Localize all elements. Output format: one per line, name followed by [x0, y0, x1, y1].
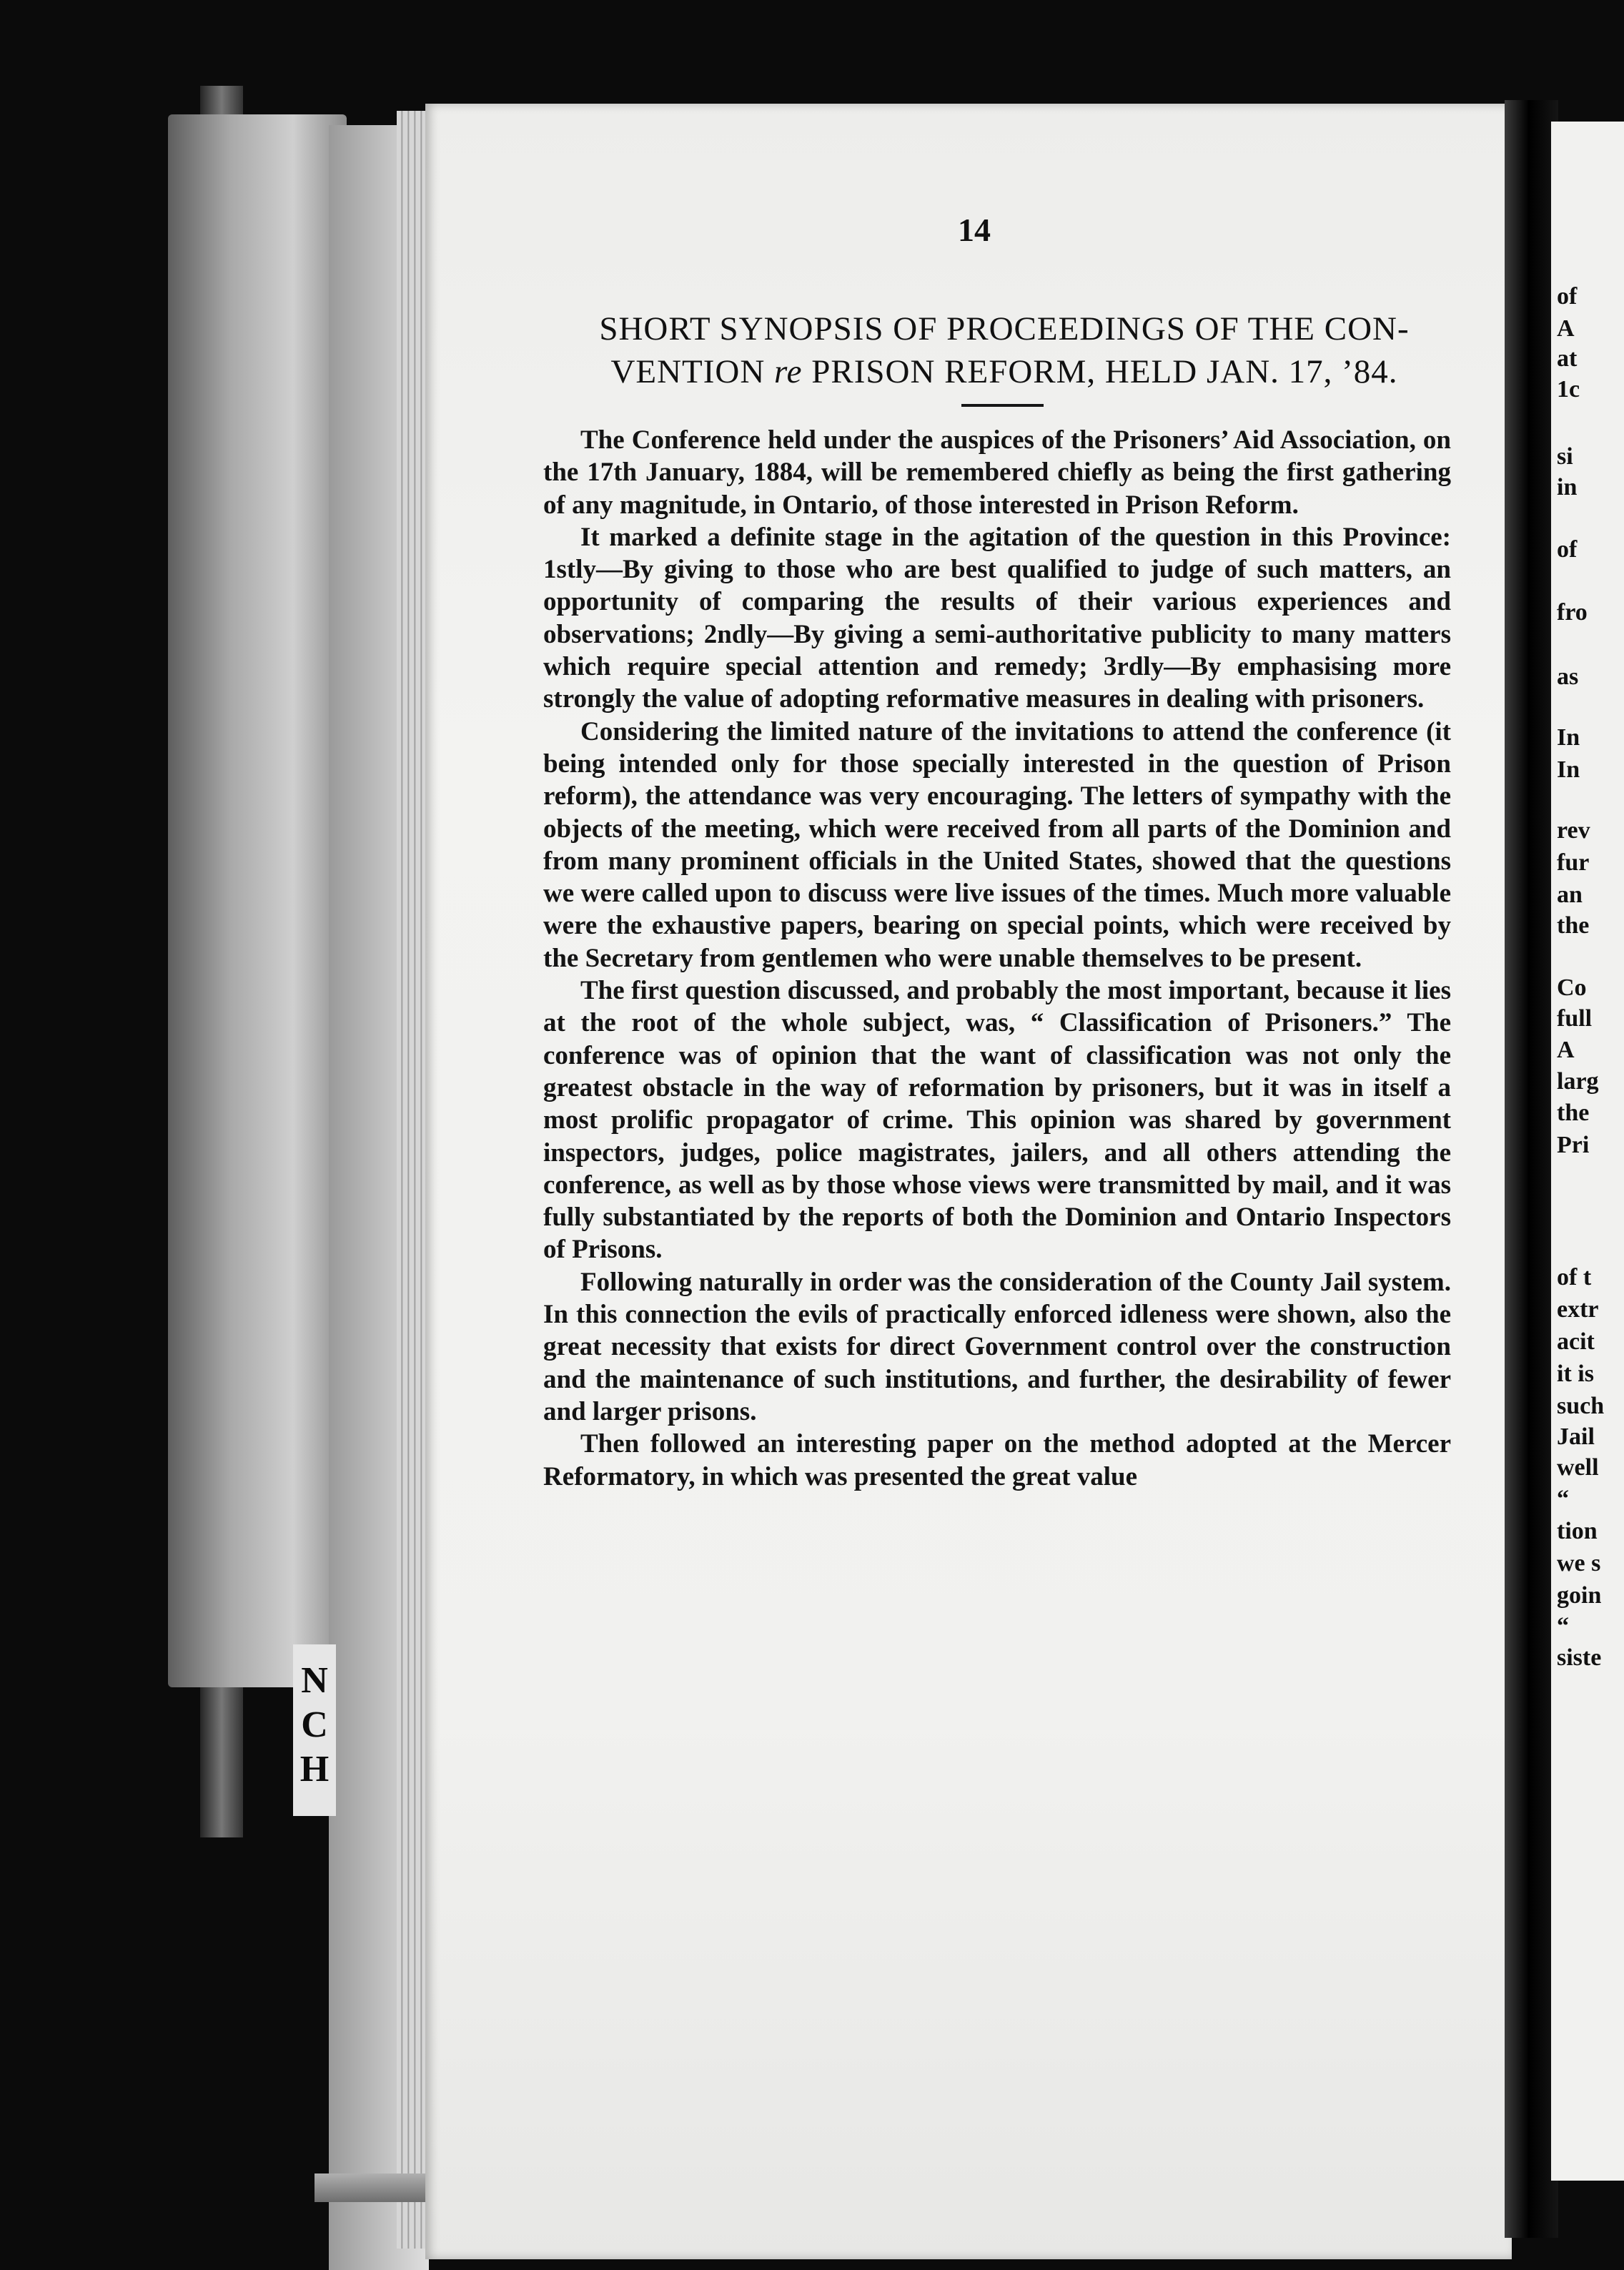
facing-line: Co — [1557, 974, 1587, 1001]
heading-line-1: SHORT SYNOPSIS OF PROCEEDINGS OF THE CON- — [599, 310, 1410, 347]
facing-line: A — [1557, 1037, 1575, 1063]
heading-line-2 — [543, 350, 1465, 393]
facing-line: at — [1557, 345, 1578, 372]
facing-line: larg — [1557, 1068, 1599, 1095]
facing-line: we s — [1557, 1550, 1601, 1576]
facing-line: acit — [1557, 1328, 1595, 1355]
facing-line: of — [1557, 536, 1578, 563]
facing-line: such — [1557, 1393, 1605, 1419]
heading-rule — [961, 404, 1044, 407]
heading-line-2-start: VENTION — [610, 353, 775, 390]
facing-line: full — [1557, 1005, 1593, 1032]
facing-line: in — [1557, 474, 1578, 500]
paragraph: The first question discussed, and probably the most important, because it lies at the root of the whole subject, was, “ Classification of Prisoners.” The conference was of opinion that the want of classification was not only the greatest obstacle in the way of reformation by prisoners, but it was in itself a most prolific propagator of crime. This opinion was shared by government inspectors, judges, police magistrates, jailers, and all others attending the conference, as well as by those whose views were transmitted by mail, and it was fully substantiated by the reports of both the Dominion and Ontario Inspectors of Prisons. — [543, 976, 1451, 1265]
facing-line: the — [1557, 1100, 1590, 1126]
paragraph: The Conference held under the auspices of the Prisoners’ Aid Association, on the 17th January, 1884, will be remembered chiefly as being the first gathering of any magnitude, in Ontario, of those interested in Prison Reform. — [543, 425, 1451, 520]
facing-line: “ — [1557, 1486, 1569, 1512]
facing-line: 1c — [1557, 376, 1580, 403]
paragraph: It marked a definite stage in the agitation of the question in this Province: 1stly—By giving to those who are best qualified to judge of such matters, an opportunity of comparing the results of their various experiences and observations; 2ndly—By giving a semi-authoritative publicity to many matters which require special attention and remedy; 3rdly—By emphasising more strongly the value of adopting reformative measures in dealing with prisoners. — [543, 522, 1451, 714]
facing-line: of — [1557, 283, 1578, 310]
facing-line: rev — [1557, 817, 1590, 844]
book-cover-edge — [168, 114, 347, 1687]
margin-letter: H — [299, 1749, 330, 1790]
facing-line: of t — [1557, 1264, 1592, 1291]
facing-line: Jail — [1557, 1423, 1595, 1450]
paragraph: Then followed an interesting paper on the method adopted at the Mercer Reformatory, in which was presented the great value — [543, 1429, 1451, 1491]
facing-line: siste — [1557, 1644, 1602, 1671]
facing-line: as — [1557, 663, 1579, 690]
facing-line: well — [1557, 1454, 1599, 1481]
facing-line: In — [1557, 756, 1580, 783]
facing-line: the — [1557, 912, 1590, 939]
margin-letter: N — [301, 1660, 328, 1701]
book-gutter — [1505, 100, 1558, 2238]
page-heading — [543, 307, 1465, 393]
margin-letter: C — [301, 1704, 328, 1745]
facing-line: “ — [1557, 1613, 1569, 1639]
left-margin-scrap — [293, 1644, 336, 1816]
facing-line: In — [1557, 724, 1580, 751]
facing-line: si — [1557, 443, 1573, 470]
facing-line: extr — [1557, 1296, 1599, 1323]
heading-re: re — [774, 353, 803, 390]
facing-page-fragment — [1551, 122, 1624, 2181]
facing-line: fur — [1557, 849, 1590, 876]
facing-line: goin — [1557, 1582, 1602, 1609]
body-text — [543, 424, 1451, 1493]
facing-line: fro — [1557, 599, 1588, 626]
heading-line-2-end: PRISON REFORM, HELD JAN. 17, ’84. — [802, 353, 1398, 390]
facing-line: it is — [1557, 1361, 1594, 1387]
facing-line: an — [1557, 882, 1583, 908]
paragraph: Considering the limited nature of the invitations to attend the conference (it being intended only for those specially interested in the question of Prison reform), the attendance was very encouraging. The letters of sympathy with the objects of the meeting, which were received from all parts of the Dominion and from many prominent officials in the United States, showed that the questions we were called upon to discuss were live issues of the times. Much more valuable were the exhaustive papers, bearing on special points, which were received by the Secretary from gentlemen who were unable themselves to be present. — [543, 716, 1451, 973]
page-number: 14 — [958, 212, 991, 248]
facing-line: Pri — [1557, 1132, 1590, 1158]
facing-line: A — [1557, 315, 1575, 342]
paragraph: Following naturally in order was the consideration of the County Jail system. In this connection the evils of practically enforced idleness were shown, also the great necessity that exists for direct Government control over the construction and the maintenance of such institutions, and further, the desirability of fewer and larger prisons. — [543, 1267, 1451, 1426]
facing-line: tion — [1557, 1518, 1598, 1544]
